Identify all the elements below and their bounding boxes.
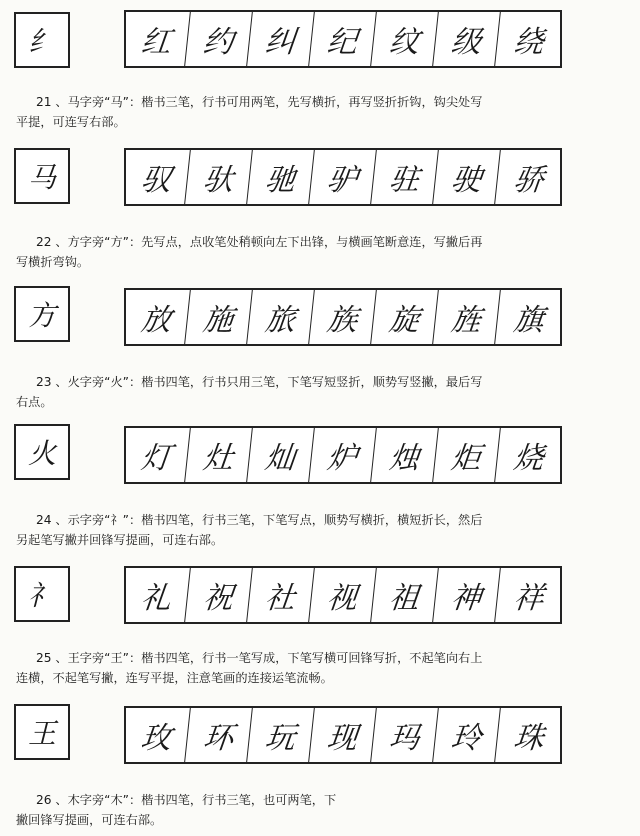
- example-char: 玲: [433, 708, 501, 762]
- example-char: 骄: [511, 163, 546, 198]
- example-char: 旅: [247, 290, 315, 344]
- example-char: 烧: [511, 441, 546, 476]
- example-char: 祝: [185, 568, 253, 622]
- example-char: 祖: [371, 568, 439, 622]
- example-char: 级: [433, 12, 501, 66]
- description-24: 24 、示字旁“礻”：楷书四笔，行书三笔，下笔写点，顺势写横折，横短折长，然后 另起笔写撇并回锋写提画，可连右部。: [16, 513, 483, 547]
- radical-box: 纟: [14, 12, 70, 68]
- example-char: 环: [185, 708, 253, 762]
- example-strip: [124, 426, 562, 484]
- example-strip: [124, 288, 562, 346]
- description-23: 23 、火字旁“火”：楷书四笔，行书只用三笔，下笔写短竖折，顺势写竖撇，最后写 右点。: [16, 375, 483, 409]
- example-char: 驶: [433, 150, 501, 204]
- example-char: 现: [309, 708, 377, 762]
- description-22: 22 、方字旁“方”：先写点，点收笔处稍顿向左下出锋，与横画笔断意连，写撇后再 写横折弯钩。: [16, 235, 483, 269]
- example-char: 祥: [511, 581, 546, 616]
- example-char: 纪: [309, 12, 377, 66]
- radical-box: 火: [14, 424, 70, 480]
- example-char: 灶: [185, 428, 253, 482]
- example-char: 视: [309, 568, 377, 622]
- radical-box: 方: [14, 286, 70, 342]
- example-char: 约: [185, 12, 253, 66]
- description-25: 25 、王字旁“王”：楷书四笔，行书一笔写成，下笔写横可回锋写折，不起笔向右上 连横，不起笔写撇，连写平提，注意笔画的连接运笔流畅。: [16, 651, 483, 685]
- example-strip: [124, 148, 562, 206]
- example-char: 礼: [123, 568, 191, 622]
- example-char: 纹: [371, 12, 439, 66]
- example-char: 驮: [185, 150, 253, 204]
- example-char: 旗: [511, 303, 546, 338]
- example-char: 玛: [371, 708, 439, 762]
- example-char: 族: [309, 290, 377, 344]
- example-char: 灿: [247, 428, 315, 482]
- example-char: 施: [185, 290, 253, 344]
- example-char: 放: [123, 290, 191, 344]
- example-char: 驴: [309, 150, 377, 204]
- radical-box: 王: [14, 704, 70, 760]
- description-21: 21 、马字旁“马”：楷书三笔，行书可用两笔，先写横折，再写竖折折钩，钩尖处写 平提，可连写右部。: [16, 95, 483, 129]
- example-char: 驭: [123, 150, 191, 204]
- example-char: 珠: [511, 721, 546, 756]
- example-char: 神: [433, 568, 501, 622]
- description-26: 26 、木字旁“木”：楷书四笔，行书三笔，也可两笔，下 撇回锋写提画，可连右部。: [16, 793, 337, 827]
- example-char: 驰: [247, 150, 315, 204]
- example-char: 纠: [247, 12, 315, 66]
- example-char: 旌: [433, 290, 501, 344]
- example-char: 玫: [123, 708, 191, 762]
- radical-box: 礻: [14, 566, 70, 622]
- example-char: 灯: [123, 428, 191, 482]
- example-strip: [124, 566, 562, 624]
- example-strip: [124, 10, 562, 68]
- example-char: 炬: [433, 428, 501, 482]
- example-char: 绕: [511, 25, 546, 60]
- example-char: 玩: [247, 708, 315, 762]
- example-char: 烛: [371, 428, 439, 482]
- example-char: 炉: [309, 428, 377, 482]
- example-char: 旋: [371, 290, 439, 344]
- radical-box: 马: [14, 148, 70, 204]
- example-char: 驻: [371, 150, 439, 204]
- example-char: 红: [123, 12, 191, 66]
- example-char: 社: [247, 568, 315, 622]
- example-strip: [124, 706, 562, 764]
